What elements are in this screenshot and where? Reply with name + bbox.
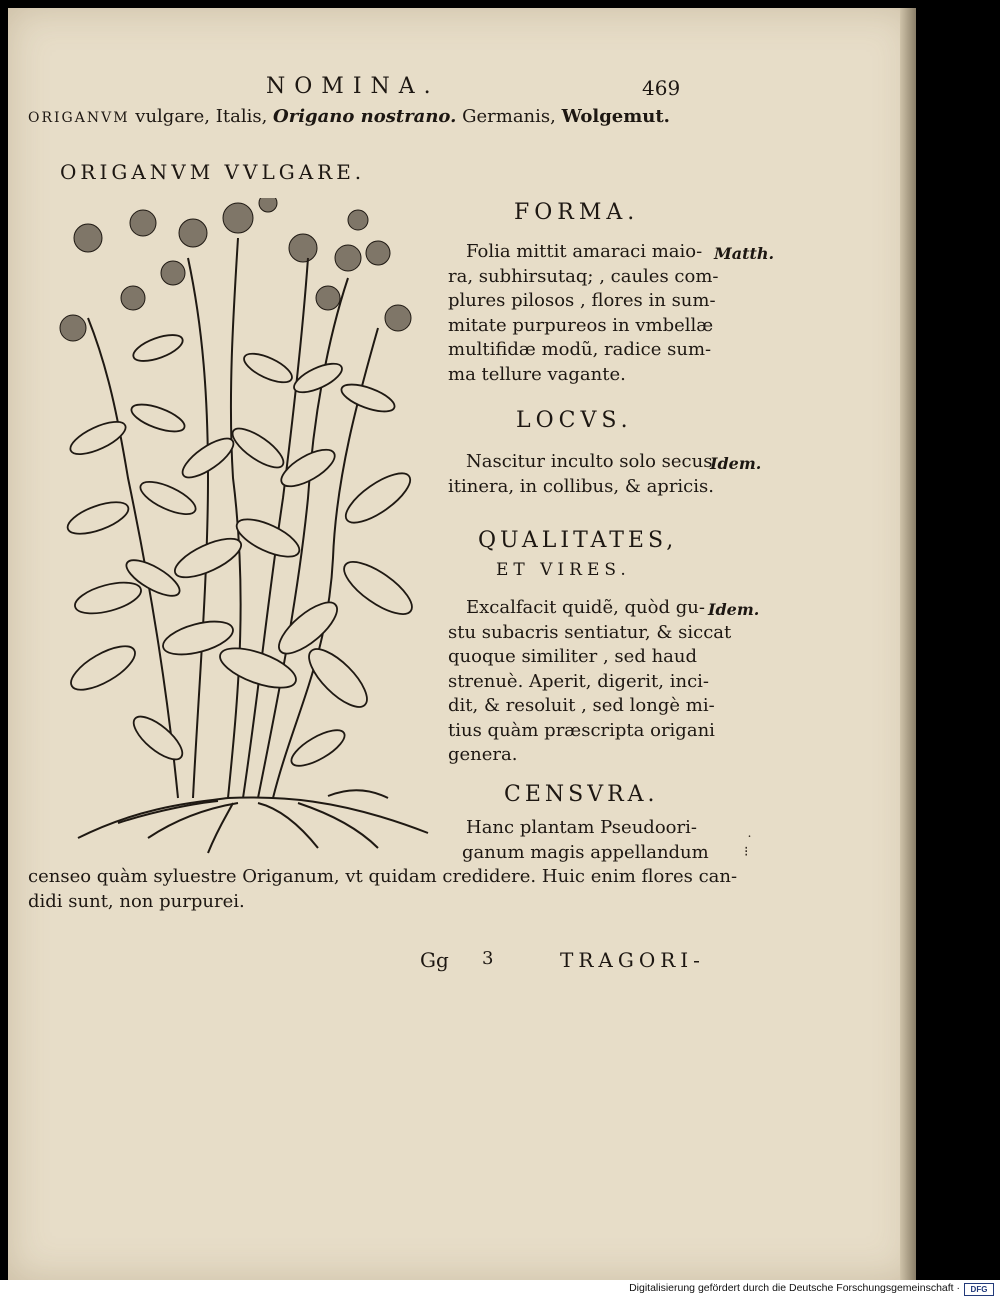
dfg-logo-icon: DFG [964,1283,994,1296]
censura-column-text [448,816,709,865]
locus-text [448,450,714,499]
names-lead: ORIGANVM [28,110,130,126]
forma-line: plures pilosos , flores in sum- [448,290,716,311]
censura-full-text [28,865,737,914]
censura-line: ganum magis appellandum [462,841,709,863]
page-edge [900,8,916,1280]
ink-speck: ⁝ [744,844,749,860]
margin-note-locus: Idem. [710,454,762,473]
qualitates-line: stu subacris sentiatur, & siccat [448,621,732,643]
forma-text [448,240,718,387]
forma-line: Folia mittit amaraci maio- [466,241,703,262]
qualitates-line: dit, & resoluit , sed longè mi- [448,695,715,716]
forma-line: ra, subhirsutaq; , caules com- [448,265,719,287]
qualitates-line: quoque similiter , sed haud [448,646,698,667]
book-page [8,8,914,1280]
censura-line: censeo quàm syluestre Origanum, vt quidam credidere. Huic enim flores can- [28,866,738,887]
page-number: 469 [642,76,681,100]
origanum-plant-woodcut-icon [58,198,448,858]
heading-qualitates: QUALITATES, [478,528,678,553]
forma-line: mitate purpureos in vmbellæ [448,314,714,336]
qualitates-line: Excalfacit quidẽ, quòd gu- [466,597,705,618]
heading-censura: CENSVRA. [504,782,659,807]
qualitates-line: tius quàm præscripta origani [448,719,715,741]
names-germanis: Germanis, [462,106,556,127]
locus-line: Nascitur inculto solo secus [466,451,713,472]
censura-line: didi sunt, non purpurei. [28,890,245,912]
footer-bar [0,1280,1000,1297]
margin-note-forma: Matth. [714,244,775,263]
italian-name: Origano nostrano. [273,106,457,127]
qualitates-text [448,596,731,768]
forma-line: ma tellure vagante. [448,363,626,385]
ink-speck: ˙ [746,834,753,850]
margin-note-qualitates: Idem. [708,600,760,619]
heading-vires: ET VIRES. [496,560,631,580]
names-vulgare: vulgare, Italis, [135,106,268,127]
heading-locus: LOCVS. [516,408,633,433]
censura-line: Hanc plantam Pseudoori- [466,817,697,838]
heading-forma: FORMA. [514,200,640,225]
catchword: TRAGORI- [560,948,705,972]
plant-title: ORIGANVM VVLGARE. [60,160,366,184]
signature-number: 3 [482,948,494,969]
forma-line: multifidæ modũ, radice sum- [448,339,712,360]
german-name: Wolgemut. [561,106,670,127]
signature-mark: Gg [420,948,449,972]
qualitates-line: genera. [448,744,518,765]
names-line [28,106,670,127]
running-title: NOMINA. [266,74,440,99]
qualitates-line: strenuè. Aperit, digerit, inci- [448,670,709,692]
footer-credit: Digitalisierung gefördert durch die Deutsche Forschungsgemeinschaft · [629,1282,960,1294]
locus-line: itinera, in collibus, & apricis. [448,475,714,497]
